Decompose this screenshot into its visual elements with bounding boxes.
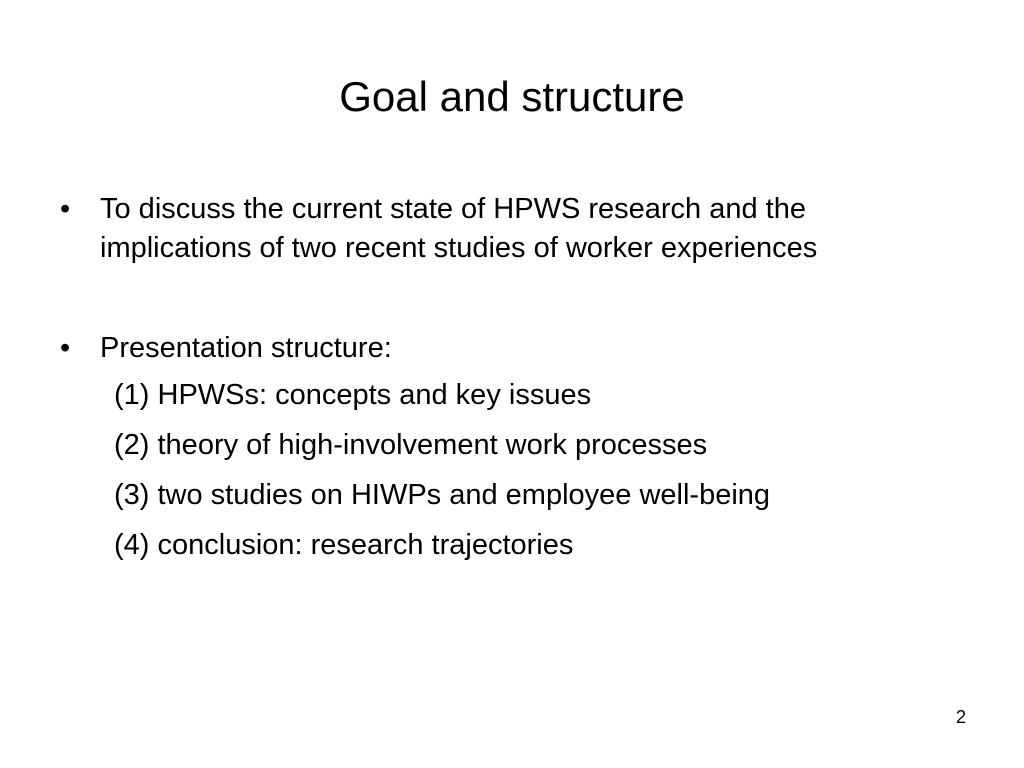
- bullet-marker: •: [60, 193, 71, 225]
- bullet-marker: •: [60, 332, 71, 364]
- page-number: 2: [955, 707, 966, 727]
- list-item: (1) HPWSs: concepts and key issues: [114, 379, 592, 411]
- slide-title: Goal and structure: [339, 73, 685, 120]
- bullet-structure: [60, 329, 960, 368]
- structure-list: [114, 376, 974, 576]
- bullet-goal: [60, 190, 960, 268]
- bullet-text: To discuss the current state of HPWS research and the implications of two recent studies of worker experiences: [100, 193, 818, 264]
- list-item: (3) two studies on HIWPs and employee well-being: [114, 479, 771, 511]
- bullet-text: Presentation structure:: [100, 332, 392, 364]
- list-item: (4) conclusion: research trajectories: [114, 529, 574, 561]
- list-item: (2) theory of high-involvement work processes: [114, 429, 708, 461]
